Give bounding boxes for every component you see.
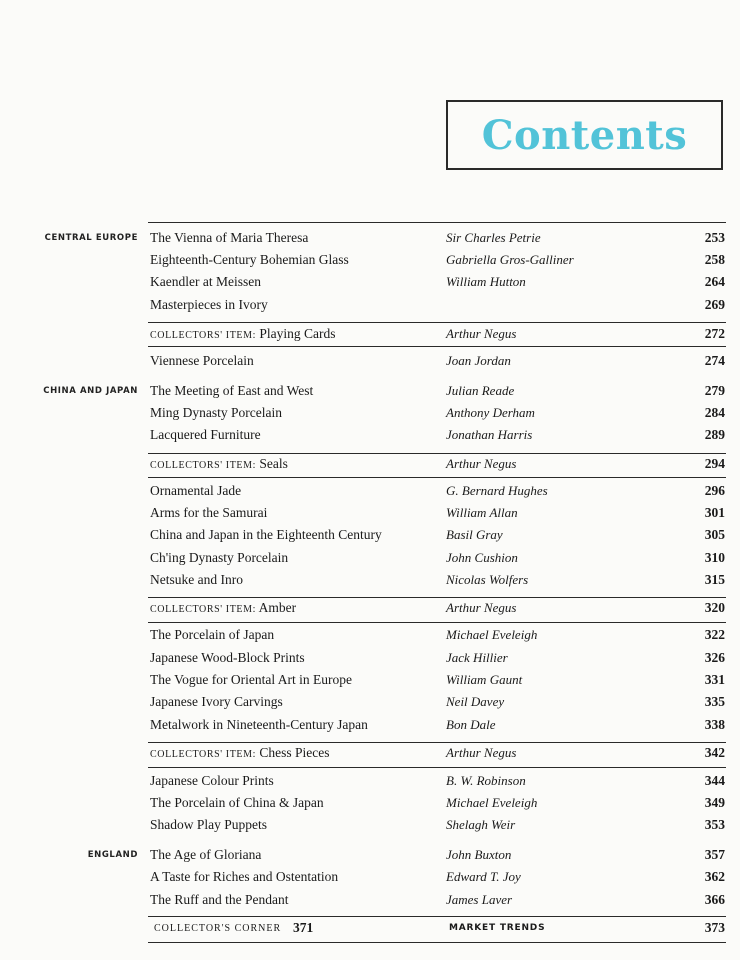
entry-title: Ming Dynasty Porcelain (150, 405, 282, 420)
list-item (0, 228, 740, 250)
entry-page: 305 (704, 527, 725, 542)
entry-title: Viennese Porcelain (150, 353, 254, 368)
entry-page: 315 (704, 572, 725, 587)
region-label-england: ENGLAND (87, 850, 138, 860)
entry-page: 289 (704, 427, 725, 442)
entry-author: Julian Reade (446, 383, 515, 398)
collectors-item-topic: Amber (258, 600, 297, 615)
rule (148, 767, 726, 768)
rule (148, 477, 726, 478)
entry-page: 326 (704, 650, 725, 665)
entry-title: The Vogue for Oriental Art in Europe (150, 672, 352, 687)
entry-author: Jack Hillier (446, 650, 508, 665)
list-item (0, 625, 740, 647)
entry-title: Japanese Ivory Carvings (150, 694, 283, 709)
list-item (0, 793, 740, 815)
entry-author: Jonathan Harris (446, 427, 533, 442)
collectors-item-row (0, 454, 740, 476)
entry-page: 284 (704, 405, 725, 420)
entry-author: Arthur Negus (446, 600, 517, 615)
entry-page: 342 (704, 745, 725, 760)
market-trends-label: MARKET TRENDS (449, 923, 546, 933)
collectors-item-label: COLLECTORS' ITEM: (150, 460, 256, 471)
entry-title: Japanese Wood-Block Prints (150, 650, 305, 665)
entry-page: 258 (704, 252, 725, 267)
entry-author: William Gaunt (446, 672, 523, 687)
entry-page: 310 (704, 550, 725, 565)
collectors-item-row (0, 598, 740, 620)
entry-page: 344 (704, 773, 725, 788)
list-item (0, 272, 740, 294)
entry-page: 353 (704, 817, 725, 832)
entry-title (150, 456, 288, 472)
entry-author: William Allan (446, 505, 518, 520)
entry-title: A Taste for Riches and Ostentation (150, 869, 339, 884)
entry-page: 357 (704, 847, 725, 862)
entry-author: Shelagh Weir (446, 817, 516, 832)
list-item (0, 570, 740, 592)
list-item (0, 250, 740, 272)
entry-page: 253 (704, 230, 725, 245)
collectors-item-row (0, 324, 740, 346)
entry-title (150, 326, 336, 342)
entry-author: Neil Davey (446, 694, 505, 709)
entry-author: Arthur Negus (446, 745, 517, 760)
entry-title: Ornamental Jade (150, 483, 242, 498)
entry-title: The Ruff and the Pendant (150, 892, 289, 907)
entry-title (150, 600, 296, 616)
entry-title: The Age of Gloriana (150, 847, 262, 862)
entry-author: Michael Eveleigh (446, 627, 538, 642)
list-item (0, 403, 740, 425)
entry-author: William Hutton (446, 274, 526, 289)
entry-title: Kaendler at Meissen (150, 274, 261, 289)
collectors-item-topic: Chess Pieces (259, 745, 330, 760)
entry-page: 301 (704, 505, 725, 520)
footer-row (0, 918, 740, 940)
list-item (0, 351, 740, 373)
list-item (0, 670, 740, 692)
entry-author: Edward T. Joy (446, 869, 521, 884)
list-item (0, 481, 740, 503)
entry-author: G. Bernard Hughes (446, 483, 548, 498)
entry-page: 362 (704, 869, 725, 884)
entry-title: The Porcelain of Japan (150, 627, 275, 642)
collectors-item-label: COLLECTORS' ITEM: (150, 749, 256, 760)
contents-title-box (446, 100, 723, 170)
entry-page: 294 (704, 456, 725, 471)
list-item (0, 890, 740, 912)
entry-page: 279 (704, 383, 725, 398)
entry-author: Bon Dale (446, 717, 496, 732)
list-item (0, 648, 740, 670)
entry-page: 349 (704, 795, 725, 810)
list-item (0, 503, 740, 525)
collectors-item-label: COLLECTORS' ITEM: (150, 330, 256, 341)
entry-title (150, 745, 330, 761)
entry-author: Arthur Negus (446, 326, 517, 341)
entry-author: Gabriella Gros-Galliner (446, 252, 574, 267)
rule (148, 346, 726, 347)
entry-page: 296 (704, 483, 725, 498)
collectors-item-topic: Playing Cards (259, 326, 336, 341)
list-item (0, 771, 740, 793)
entry-author: Joan Jordan (446, 353, 511, 368)
entry-title: Arms for the Samurai (150, 505, 268, 520)
rule-bottom (148, 942, 726, 943)
entry-title: The Vienna of Maria Theresa (150, 230, 309, 245)
entry-author: Sir Charles Petrie (446, 230, 541, 245)
entry-author: John Buxton (446, 847, 512, 862)
rule (148, 322, 726, 323)
entry-title: Shadow Play Puppets (150, 817, 268, 832)
list-item (0, 692, 740, 714)
entry-author: Nicolas Wolfers (446, 572, 529, 587)
entry-title: Lacquered Furniture (150, 427, 261, 442)
entry-page: 264 (704, 274, 725, 289)
collectors-item-row (0, 743, 740, 765)
entry-page: 320 (704, 600, 725, 615)
entry-title: China and Japan in the Eighteenth Century (150, 527, 382, 542)
entry-page: 272 (704, 326, 725, 341)
page-title: Contents (481, 111, 688, 159)
entry-author: James Laver (446, 892, 513, 907)
collectors-item-label: COLLECTORS' ITEM: (150, 604, 256, 615)
entry-author: Arthur Negus (446, 456, 517, 471)
list-item (0, 295, 740, 317)
rule-top (148, 222, 726, 223)
entry-title: Masterpieces in Ivory (150, 297, 268, 312)
market-trends-page: 373 (704, 920, 725, 935)
entry-author: Michael Eveleigh (446, 795, 538, 810)
entry-title: The Porcelain of China & Japan (150, 795, 324, 810)
collectors-corner-page: 371 (293, 920, 314, 935)
rule (148, 622, 726, 623)
list-item (0, 548, 740, 570)
rule (148, 916, 726, 917)
list-item (0, 525, 740, 547)
collectors-corner-label: COLLECTOR'S CORNER (154, 923, 282, 934)
entry-page: 366 (704, 892, 725, 907)
entry-page: 274 (704, 353, 725, 368)
entry-title: Eighteenth-Century Bohemian Glass (150, 252, 349, 267)
entry-title: Netsuke and Inro (150, 572, 243, 587)
entry-page: 335 (704, 694, 725, 709)
entry-author: Basil Gray (446, 527, 503, 542)
entry-author: John Cushion (446, 550, 518, 565)
region-label-china-japan: CHINA AND JAPAN (43, 386, 138, 396)
list-item (0, 867, 740, 889)
region-label-central-europe: CENTRAL EUROPE (44, 233, 138, 243)
entry-title: Japanese Colour Prints (150, 773, 274, 788)
list-item (0, 715, 740, 737)
entry-page: 331 (704, 672, 725, 687)
entry-author: B. W. Robinson (446, 773, 526, 788)
list-item (0, 425, 740, 447)
entry-author: Anthony Derham (446, 405, 535, 420)
list-item (0, 845, 740, 867)
list-item (0, 815, 740, 837)
entry-title: Ch'ing Dynasty Porcelain (150, 550, 289, 565)
entry-page: 322 (704, 627, 725, 642)
entry-title: Metalwork in Nineteenth-Century Japan (150, 717, 368, 732)
list-item (0, 381, 740, 403)
collectors-item-topic: Seals (259, 456, 288, 471)
entry-title: The Meeting of East and West (150, 383, 314, 398)
entry-page: 269 (704, 297, 725, 312)
entry-page: 338 (704, 717, 725, 732)
